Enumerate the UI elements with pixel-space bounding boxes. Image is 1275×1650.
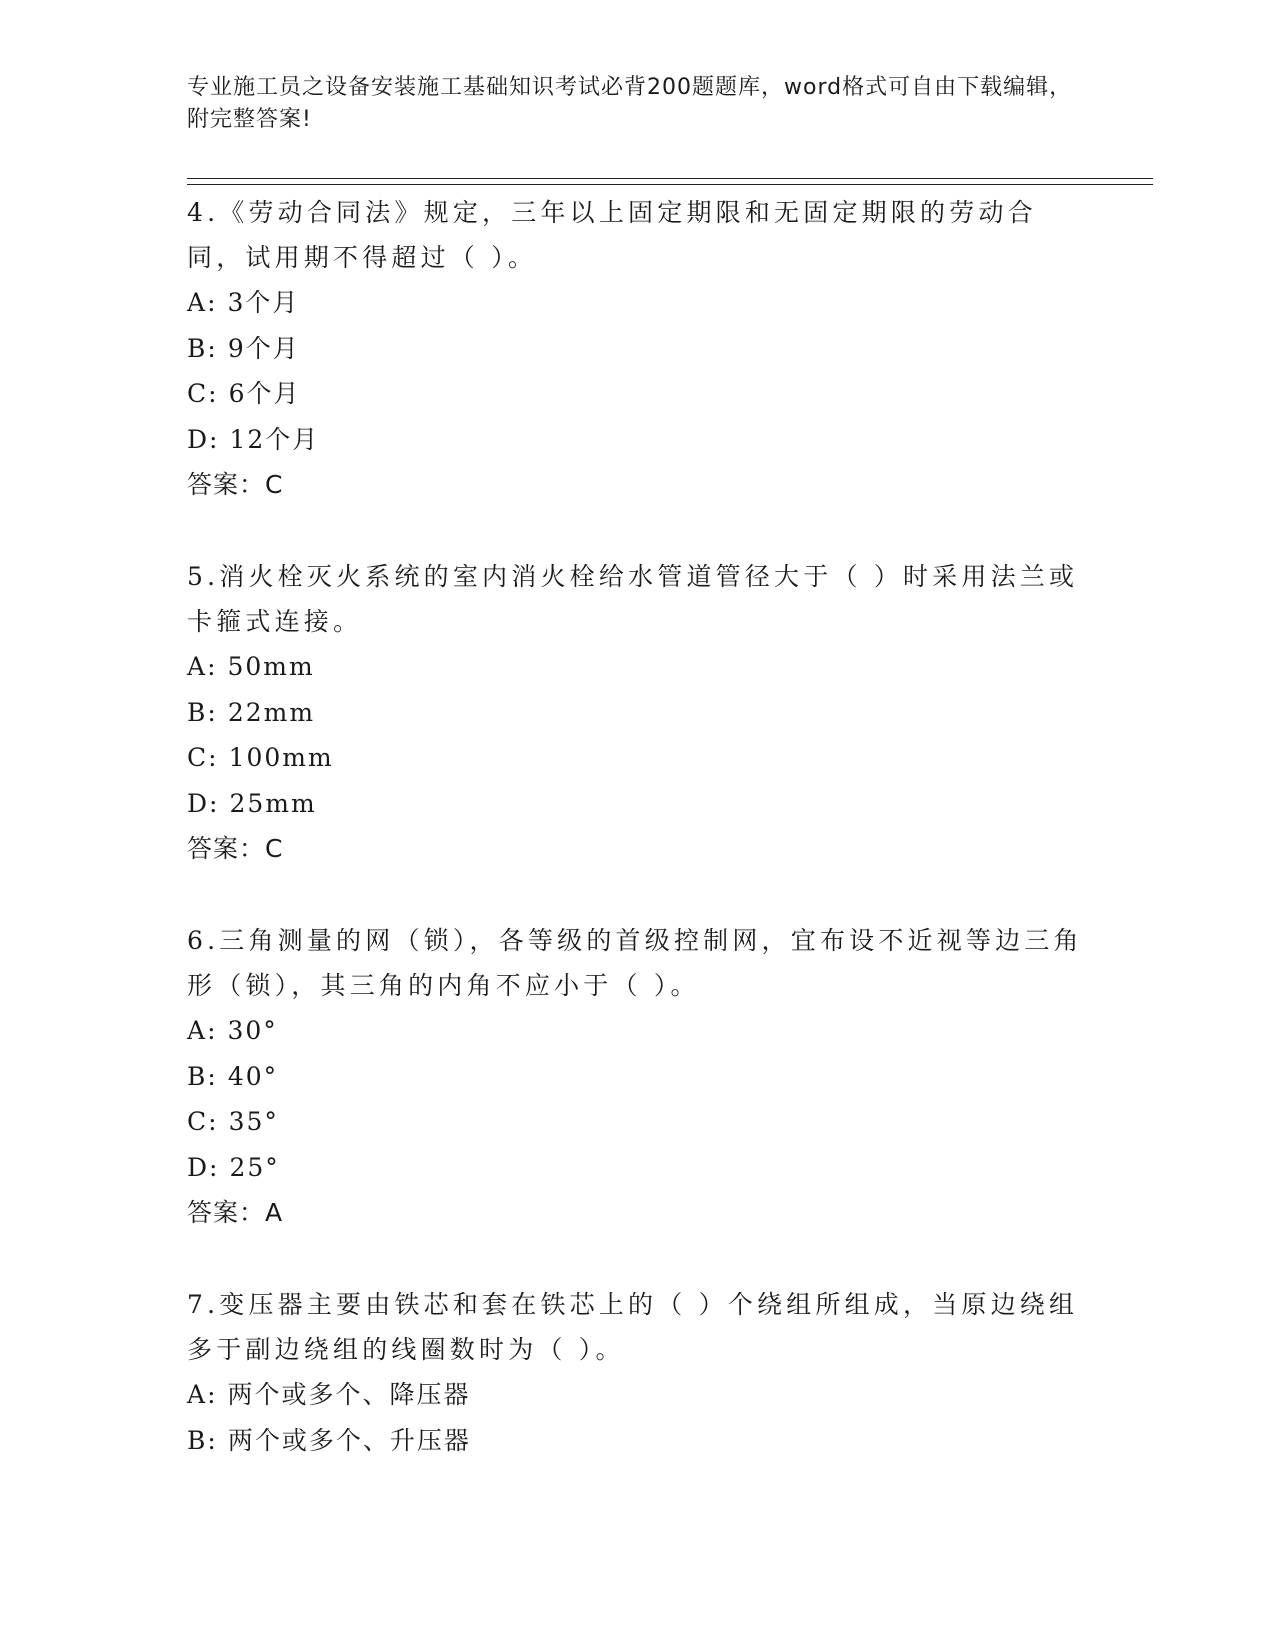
option-text: 12个月 — [229, 424, 320, 454]
question-stem: 6.三角测量的网（锁），各等级的首级控制网，宜布设不近视等边三角形（锁），其三角的内角不应小于（ ）。 — [187, 926, 1083, 1000]
option-separator: : — [207, 1061, 218, 1091]
option-separator: : — [207, 1016, 218, 1045]
option-separator: : — [207, 652, 218, 681]
answer-line: 答案：C — [187, 470, 284, 499]
option-separator: : — [207, 333, 218, 363]
option-text: 6个月 — [228, 379, 301, 408]
option-a — [187, 644, 1087, 690]
option-separator: : — [209, 1152, 220, 1182]
option-text: 两个或多个、降压器 — [227, 1380, 471, 1409]
question-stem: 7.变压器主要由铁芯和套在铁芯上的（ ）个绕组所组成，当原边绕组多于副边绕组的线圈数时为（ ）。 — [187, 1290, 1079, 1364]
option-d — [187, 1145, 1087, 1191]
option-separator: : — [207, 697, 218, 727]
option-text: 30° — [227, 1016, 278, 1045]
option-text: 50mm — [227, 652, 315, 681]
option-a — [187, 1372, 1087, 1418]
question-stem: 4.《劳动合同法》规定，三年以上固定期限和无固定期限的劳动合同，试用期不得超过（ ）。 — [187, 198, 1037, 272]
option-c — [187, 735, 1087, 781]
option-key: B — [187, 1061, 208, 1091]
answer-line: 答案：A — [187, 1198, 284, 1227]
option-text: 两个或多个、升压器 — [227, 1425, 471, 1455]
option-separator: : — [207, 288, 218, 317]
option-a — [187, 280, 1087, 326]
option-text: 22mm — [227, 697, 316, 727]
answer-line: 答案：C — [187, 834, 284, 863]
question-7 — [187, 1282, 1087, 1463]
option-b — [187, 326, 1087, 372]
option-c — [187, 1099, 1087, 1145]
option-separator: : — [209, 788, 220, 818]
option-text: 25° — [229, 1152, 280, 1182]
option-key: C — [187, 379, 209, 408]
option-a — [187, 1008, 1087, 1054]
option-separator: : — [208, 743, 219, 772]
option-d — [187, 781, 1087, 827]
option-key: A — [187, 652, 208, 681]
option-separator: : — [207, 1425, 218, 1455]
option-text: 40° — [227, 1061, 279, 1091]
option-separator: : — [208, 1107, 219, 1136]
option-separator: : — [209, 424, 220, 454]
option-b — [187, 1054, 1087, 1100]
option-b — [187, 1418, 1087, 1464]
option-c — [187, 371, 1087, 417]
option-text: 9个月 — [227, 333, 300, 363]
option-key: A — [187, 1380, 208, 1409]
option-text: 35° — [228, 1107, 279, 1136]
question-stem: 5.消火栓灭火系统的室内消火栓给水管道管径大于（ ）时采用法兰或卡箍式连接。 — [187, 562, 1079, 636]
option-key: C — [187, 743, 209, 772]
header-divider-bottom — [187, 184, 1153, 185]
header-divider-top — [187, 178, 1153, 179]
option-key: B — [187, 333, 208, 363]
question-4 — [187, 190, 1087, 507]
option-key: A — [187, 1016, 208, 1045]
question-list — [187, 190, 1087, 1510]
option-text: 100mm — [228, 743, 334, 772]
option-separator: : — [208, 379, 219, 408]
option-key: D — [187, 424, 210, 454]
question-6 — [187, 918, 1087, 1235]
option-key: A — [187, 288, 208, 317]
option-text: 25mm — [229, 788, 317, 818]
document-header — [187, 72, 1087, 136]
option-key: C — [187, 1107, 209, 1136]
option-key: B — [187, 1425, 208, 1455]
option-separator: : — [207, 1380, 218, 1409]
option-text: 3个月 — [227, 288, 300, 317]
question-5 — [187, 554, 1087, 871]
option-key: D — [187, 1152, 210, 1182]
option-b — [187, 690, 1087, 736]
option-d — [187, 417, 1087, 463]
option-key: B — [187, 697, 208, 727]
header-title: 专业施工员之设备安装施工基础知识考试必背200题题库，word格式可自由下载编辑，附完整答案! — [187, 75, 1073, 132]
option-key: D — [187, 788, 210, 818]
